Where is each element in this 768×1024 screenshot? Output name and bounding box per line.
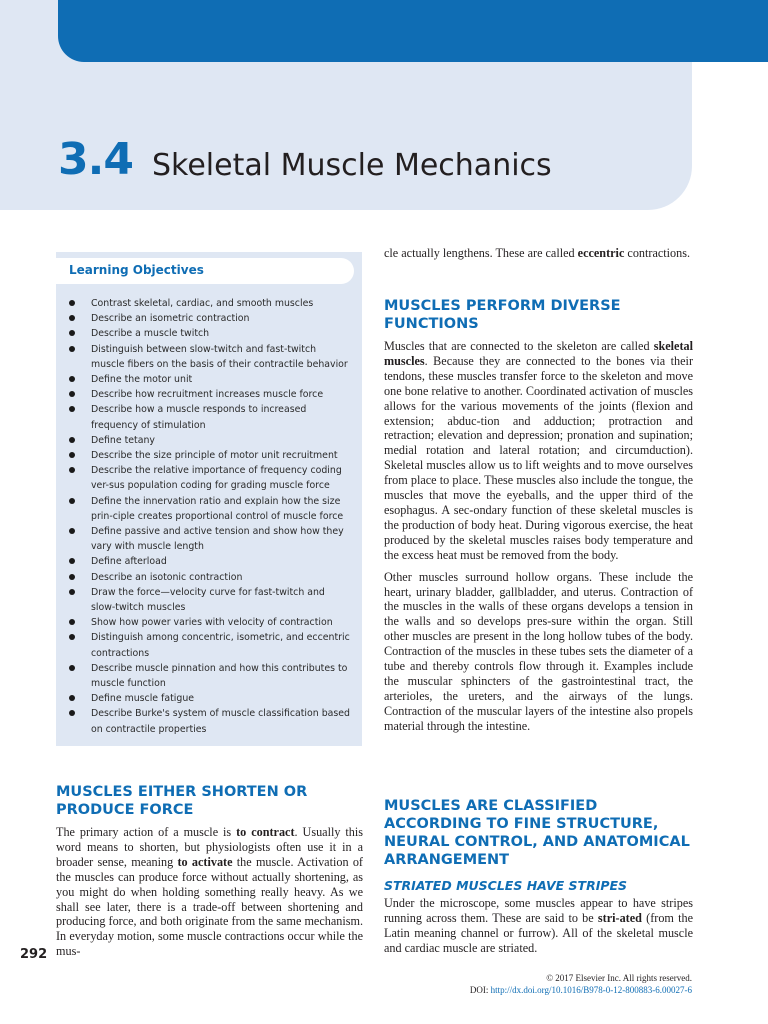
bullet-icon — [69, 528, 75, 534]
learning-objective-item — [66, 661, 350, 691]
learning-objective-text: Contrast skeletal, cardiac, and smooth muscles — [91, 298, 314, 309]
learning-objective-item — [66, 570, 350, 585]
top-color-bar — [58, 0, 768, 62]
learning-objective-item — [66, 433, 350, 448]
bullet-icon — [69, 498, 75, 504]
bullet-icon — [69, 558, 75, 564]
learning-objective-text: Describe how recruitment increases muscle force — [91, 389, 324, 401]
paragraph: Other muscles surround hollow organs. These include the heart, urinary bladder, gallbladder, and uterus. Contraction of the muscles in the walls of these organs develops a tension in the walls and so develops pres-sure within the organ. Still other muscles are present in the long hollow tubes of the body. Contraction of the muscles in these tubes sets the diameter of a tube and thereby controls flow through it. Examples include the muscular sphincters of the gastrointestinal tract, the arterioles, the ureters, and the airways of the lungs. Contraction of the muscular layers of the intestine also propels material through the intestine. — [384, 569, 693, 733]
bullet-icon — [69, 330, 75, 336]
section-heading-classified: MUSCLES ARE CLASSIFIED ACCORDING TO FINE STRUCTURE, NEURAL CONTROL, AND ANATOMICAL ARRANGEMENT — [384, 798, 690, 868]
learning-objective-item — [66, 463, 350, 493]
section-heading-shorten: MUSCLES EITHER SHORTEN OR PRODUCE FORCE — [56, 784, 308, 818]
learning-objective-text: Define afterload — [91, 556, 167, 568]
learning-objective-item — [66, 372, 350, 387]
learning-objective-text: Distinguish among concentric, isometric, and eccentric contractions — [91, 632, 350, 659]
bullet-icon — [69, 695, 75, 701]
chapter-number: 3.4 — [58, 134, 133, 185]
learning-objective-text: Describe an isotonic contraction — [91, 571, 243, 583]
bullet-icon — [69, 437, 75, 443]
learning-objective-text: Define the innervation ratio and explain how the size prin-ciple creates proportional control of muscle force — [91, 495, 344, 522]
learning-objective-text: Describe the size principle of motor unit recruitment — [91, 450, 338, 462]
learning-objective-text: Define tetany — [91, 434, 155, 446]
learning-objectives-header — [56, 258, 354, 284]
subheading-striated: STRIATED MUSCLES HAVE STRIPES — [384, 878, 628, 893]
learning-objective-item — [66, 311, 350, 326]
learning-objective-item — [66, 554, 350, 569]
chapter-title: Skeletal Muscle Mechanics — [152, 148, 552, 183]
learning-objective-text: Describe an isometric contraction — [91, 313, 250, 325]
paragraph: cle actually lengthens. These are called eccentric contractions. — [384, 246, 691, 260]
learning-objective-text: Draw the force—velocity curve for fast-twitch and slow-twitch muscles — [91, 586, 325, 614]
right-carry-text — [384, 246, 693, 268]
learning-objective-item — [66, 387, 350, 402]
learning-objective-text: Distinguish between slow-twitch and fast-twitch muscle fibers on the basis of their contractile behavior — [91, 343, 348, 370]
doi-link[interactable]: http://dx.doi.org/10.1016/B978-0-12-800883-6.00027-6 — [490, 985, 692, 995]
bullet-icon — [69, 406, 75, 412]
learning-objectives-title: Learning Objectives — [69, 263, 204, 277]
section-heading-functions: MUSCLES PERFORM DIVERSE FUNCTIONS — [384, 298, 621, 332]
learning-objective-item — [66, 585, 350, 615]
learning-objective-item — [66, 691, 350, 706]
right-body-text — [384, 339, 693, 741]
bullet-icon — [69, 315, 75, 321]
learning-objective-item — [66, 706, 350, 736]
bullet-icon — [69, 634, 75, 640]
learning-objective-text: Describe the relative importance of frequency coding ver-sus population coding for grading muscle force — [91, 465, 342, 492]
learning-objective-text: Describe muscle pinnation and how this contributes to muscle function — [91, 662, 348, 690]
page-number: 292 — [20, 947, 48, 962]
bullet-icon — [69, 710, 75, 716]
bullet-icon — [69, 589, 75, 595]
paragraph: Under the microscope, some muscles appear to have stripes running across them. These are said to be stri-ated (from the Latin meaning channel or furrow). All of the skeletal muscle and cardiac muscle are striated. — [384, 896, 693, 955]
copyright-text: © 2017 Elsevier Inc. All rights reserved. — [546, 973, 692, 983]
learning-objective-text: Define the motor unit — [91, 374, 193, 386]
learning-objective-item — [66, 342, 350, 372]
bullet-icon — [69, 346, 75, 352]
bullet-icon — [69, 376, 75, 382]
learning-objective-text: Define muscle fatigue — [91, 693, 195, 705]
learning-objective-item — [66, 402, 350, 432]
learning-objective-text: Show how power varies with velocity of contraction — [91, 617, 333, 629]
bullet-icon — [69, 452, 75, 458]
learning-objective-item — [66, 326, 350, 341]
paragraph: The primary action of a muscle is to contract. Usually this word means to shorten, but physiologists often use it in a broader sense, meaning to activate the muscle. Activation of the muscles can produce force without actually shortening, as you might do when holding something really heavy. As we shall see later, there is a trade-off between shortening and producing force, and both originate from the same mechanism. In everyday motion, some muscle contractions occur while the mus- — [56, 825, 363, 959]
learning-objective-text: Describe how a muscle responds to increased frequency of stimulation — [91, 404, 307, 431]
bullet-icon — [69, 665, 75, 671]
learning-objective-item — [66, 524, 350, 554]
learning-objective-text: Describe Burke's system of muscle classification based on contractile properties — [91, 708, 350, 735]
learning-objective-item — [66, 448, 350, 463]
learning-objective-text: Describe a muscle twitch — [91, 328, 210, 340]
learning-objective-item — [66, 630, 350, 660]
right-body-text-2 — [384, 896, 693, 963]
bullet-icon — [69, 574, 75, 580]
learning-objective-text: Define passive and active tension and show how they vary with muscle length — [91, 526, 344, 553]
learning-objectives-list — [66, 296, 350, 737]
bullet-icon — [69, 391, 75, 397]
bullet-icon — [69, 467, 75, 473]
learning-objective-item — [66, 494, 350, 524]
left-body-text — [56, 825, 363, 966]
bullet-icon — [69, 619, 75, 625]
paragraph: Muscles that are connected to the skeleton are called skeletal muscles. Because they are connected to the bones via their tendons, these muscles transfer force to the skeleton and move one bone relative to another. Coordinated activation of muscles allows for the various movements of the joints (flexion and extension; abduc-tion and adduction; protraction and retraction; elevation and depression; pronation and supination; medial rotation and lateral rotation; and circumduction). Skeletal muscles allow us to lift weights and to move ourselves from place to place. These muscles also include the tongue, the muscles that move the eyeballs, and the upper third of the esophagus. A sec-ondary function of these skeletal muscles is the production of body heat. During vigorous exercise, the heat produced by the skeletal muscles raises body temperature and the excess heat must be removed from the body. — [384, 339, 693, 562]
learning-objective-item — [66, 296, 350, 311]
bullet-icon — [69, 300, 75, 306]
doi-line: DOI: http://dx.doi.org/10.1016/B978-0-12-800883-6.00027-6 — [469, 985, 692, 995]
learning-objective-item — [66, 615, 350, 630]
footer — [470, 972, 692, 996]
